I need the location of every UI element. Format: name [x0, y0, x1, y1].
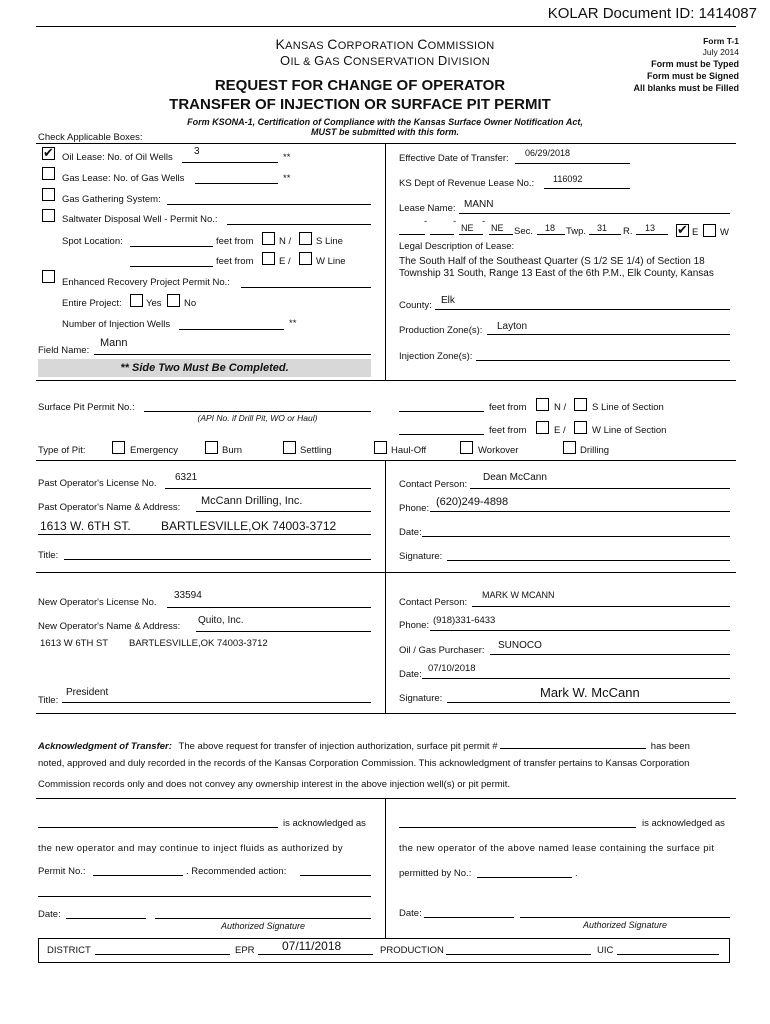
section-value[interactable]: 18: [545, 223, 556, 233]
footer-epr-date[interactable]: 07/11/2018: [282, 939, 342, 953]
legal-desc-line-1: The South Half of the Southeast Quarter (S 1/2 SE 1/4) of Section 18: [399, 256, 705, 267]
pit-drilling-checkbox[interactable]: [563, 441, 576, 454]
new-contact-value[interactable]: MARK W MCANN: [482, 590, 555, 600]
form-title-1: REQUEST FOR CHANGE OF OPERATOR: [214, 77, 506, 94]
gas-lease-checkbox[interactable]: [42, 167, 55, 180]
production-zone-value[interactable]: Layton: [497, 321, 528, 332]
quarter-ne-2[interactable]: NE: [491, 223, 504, 233]
lease-name-label: Lease Name:: [399, 203, 456, 214]
agency-name: KANSAS CORPORATION COMMISSION: [275, 36, 495, 52]
new-name-value[interactable]: Quito, Inc.: [198, 615, 244, 626]
upper-divider: [385, 143, 386, 380]
new-date-value[interactable]: 07/10/2018: [428, 663, 476, 674]
new-address-2[interactable]: BARTLESVILLE,OK 74003-3712: [129, 638, 268, 649]
lease-name-value[interactable]: MANN: [464, 199, 494, 210]
gas-gathering-label: Gas Gathering System:: [62, 194, 161, 205]
past-phone-value[interactable]: (620)249-4898: [436, 496, 509, 508]
county-value[interactable]: Elk: [441, 295, 455, 306]
form-subtitle-1: Form KSONA-1, Certification of Compliance with the Kansas Surface Owner Notification Act,: [187, 117, 583, 127]
ack-right-date-label: Date:: [399, 908, 422, 919]
oil-lease-checkbox[interactable]: [42, 147, 55, 160]
form-title-2: TRANSFER OF INJECTION OR SURFACE PIT PERMIT: [169, 96, 551, 113]
swd-checkbox[interactable]: [42, 209, 55, 222]
footer-production-label: PRODUCTION: [380, 945, 444, 956]
oil-wells-value[interactable]: 3: [194, 146, 200, 157]
ack-paragraph-3: Commission records only and does not convey any ownership interest in the above injection well(s) or pit permit.: [38, 779, 511, 790]
form-typed-note: Form must be Typed: [651, 59, 739, 69]
swd-label: Saltwater Disposal Well - Permit No.:: [62, 214, 218, 225]
new-signature-value[interactable]: Mark W. McCann: [540, 685, 640, 700]
spot-s-checkbox[interactable]: [299, 232, 312, 245]
ack-permit-no-label: Permit No.:: [38, 866, 86, 877]
ack-left-is-acknowledged: is acknowledged as: [283, 818, 366, 829]
pit-settling-checkbox[interactable]: [283, 441, 296, 454]
new-contact-label: Contact Person:: [399, 597, 468, 608]
past-phone-label: Phone:: [399, 503, 430, 514]
gas-gathering-checkbox[interactable]: [42, 188, 55, 201]
range-e-checkbox[interactable]: [676, 224, 689, 237]
new-phone-value[interactable]: (918)331-6433: [433, 615, 496, 626]
form-subtitle-2: MUST be submitted with this form.: [311, 127, 459, 137]
pit-w-checkbox[interactable]: [574, 421, 587, 434]
pit-type-label: Type of Pit:: [38, 445, 86, 456]
field-name-value[interactable]: Mann: [100, 337, 128, 349]
new-phone-label: Phone:: [399, 620, 430, 631]
oil-lease-label: Oil Lease: No. of Oil Wells: [62, 152, 173, 163]
form-date: July 2014: [702, 47, 739, 57]
new-title-value[interactable]: President: [66, 687, 109, 698]
production-zone-label: Production Zone(s):: [399, 325, 483, 336]
new-name-label: New Operator's Name & Address:: [38, 621, 181, 632]
ack-left-new-operator: the new operator and may continue to inject fluids as authorized by: [38, 843, 343, 854]
ack-right-is-acknowledged: is acknowledged as: [642, 818, 725, 829]
pit-emergency-checkbox[interactable]: [112, 441, 125, 454]
pit-workover-checkbox[interactable]: [460, 441, 473, 454]
spot-w-checkbox[interactable]: [299, 252, 312, 265]
ack-recommended-label: . Recommended action:: [186, 866, 287, 877]
county-label: County:: [399, 300, 432, 311]
township-value[interactable]: 31: [597, 223, 608, 233]
new-signature-label: Signature:: [399, 693, 443, 704]
legal-desc-label: Legal Description of Lease:: [399, 241, 515, 252]
past-license-label: Past Operator's License No.: [38, 478, 157, 489]
ack-paragraph-2: noted, approved and duly recorded in the records of the Kansas Corporation Commission. This acknowledgment of transfer pertains to Kansas Corporation: [38, 758, 690, 769]
range-value[interactable]: 13: [645, 223, 656, 233]
ack-left-date-label: Date:: [38, 909, 61, 920]
document-id: KOLAR Document ID: 1414087: [547, 5, 757, 22]
pit-burn-checkbox[interactable]: [205, 441, 218, 454]
agency-division: OIL & GAS CONSERVATION DIVISION: [280, 53, 490, 68]
past-license-value[interactable]: 6321: [175, 472, 198, 483]
new-address-1[interactable]: 1613 W 6TH ST: [40, 638, 109, 649]
surface-pit-label: Surface Pit Permit No.:: [38, 402, 135, 413]
form-signed-note: Form must be Signed: [646, 71, 739, 81]
past-address-2[interactable]: BARTLESVILLE,OK 74003-3712: [161, 519, 337, 533]
form-blanks-note: All blanks must be Filled: [633, 83, 739, 93]
gas-lease-label: Gas Lease: No. of Gas Wells: [62, 173, 185, 184]
entire-project-label: Entire Project:: [62, 298, 122, 309]
range-w-checkbox[interactable]: [703, 224, 716, 237]
pit-n-checkbox[interactable]: [536, 398, 549, 411]
ack-left-authorized-signature: Authorized Signature: [220, 921, 306, 931]
past-signature-label: Signature:: [399, 551, 443, 562]
new-title-label: Title:: [38, 695, 59, 706]
spot-n-checkbox[interactable]: [262, 232, 275, 245]
field-name-label: Field Name:: [38, 345, 90, 356]
num-injection-label: Number of Injection Wells: [62, 319, 171, 330]
effective-date-value[interactable]: 06/29/2018: [525, 148, 571, 158]
past-contact-value[interactable]: Dean McCann: [483, 472, 547, 483]
ack-heading: Acknowledgment of Transfer:: [38, 741, 172, 752]
header-rule: [36, 26, 736, 27]
new-purchaser-value[interactable]: SUNOCO: [498, 640, 542, 651]
eor-checkbox[interactable]: [42, 270, 55, 283]
ks-lease-label: KS Dept of Revenue Lease No.:: [399, 178, 535, 189]
footer-epr-label: EPR: [235, 945, 255, 956]
pit-haul-off-checkbox[interactable]: [374, 441, 387, 454]
ack-permitted-by-label: permitted by No.:: [399, 868, 472, 879]
effective-date-label: Effective Date of Transfer:: [399, 153, 509, 164]
ack-paragraph-1: Acknowledgment of Transfer: The above request for transfer of injection authorization, surface pit permit # has been: [38, 737, 690, 752]
ack-right-new-operator: the new operator of the above named lease containing the surface pit: [399, 843, 715, 854]
past-date-label: Date:: [399, 527, 422, 538]
legal-desc-line-2: Township 31 South, Range 13 East of the 6th P.M., Elk County, Kansas: [399, 268, 714, 279]
pit-e-checkbox[interactable]: [536, 421, 549, 434]
footer-district-label: DISTRICT: [47, 945, 91, 956]
entire-project-no-checkbox[interactable]: [167, 294, 180, 307]
side-two-banner: ** Side Two Must Be Completed.: [38, 359, 371, 377]
ks-lease-value[interactable]: 116092: [553, 174, 583, 184]
check-boxes-label: Check Applicable Boxes:: [38, 132, 143, 143]
footer-uic-label: UIC: [597, 945, 614, 956]
injection-zone-label: Injection Zone(s):: [399, 351, 473, 362]
past-address-1[interactable]: 1613 W. 6TH ST.: [40, 519, 131, 533]
spot-e-checkbox[interactable]: [262, 252, 275, 265]
past-name-value[interactable]: McCann Drilling, Inc.: [201, 495, 303, 507]
entire-project-yes-checkbox[interactable]: [130, 294, 143, 307]
spot-location-label: Spot Location:: [62, 236, 123, 247]
past-contact-label: Contact Person:: [399, 479, 468, 490]
api-note: (API No. if Drill Pit, WO or Haul): [197, 413, 318, 423]
past-title-label: Title:: [38, 550, 59, 561]
quarter-ne-1[interactable]: NE: [461, 223, 474, 233]
new-date-label: Date:: [399, 669, 422, 680]
eor-label: Enhanced Recovery Project Permit No.:: [62, 277, 230, 288]
new-license-label: New Operator's License No.: [38, 597, 157, 608]
new-purchaser-label: Oil / Gas Purchaser:: [399, 645, 485, 656]
ack-right-authorized-signature: Authorized Signature: [582, 920, 668, 930]
pit-s-checkbox[interactable]: [574, 398, 587, 411]
new-license-value[interactable]: 33594: [174, 590, 202, 601]
past-name-label: Past Operator's Name & Address:: [38, 502, 181, 513]
form-number: Form T-1: [703, 36, 739, 46]
